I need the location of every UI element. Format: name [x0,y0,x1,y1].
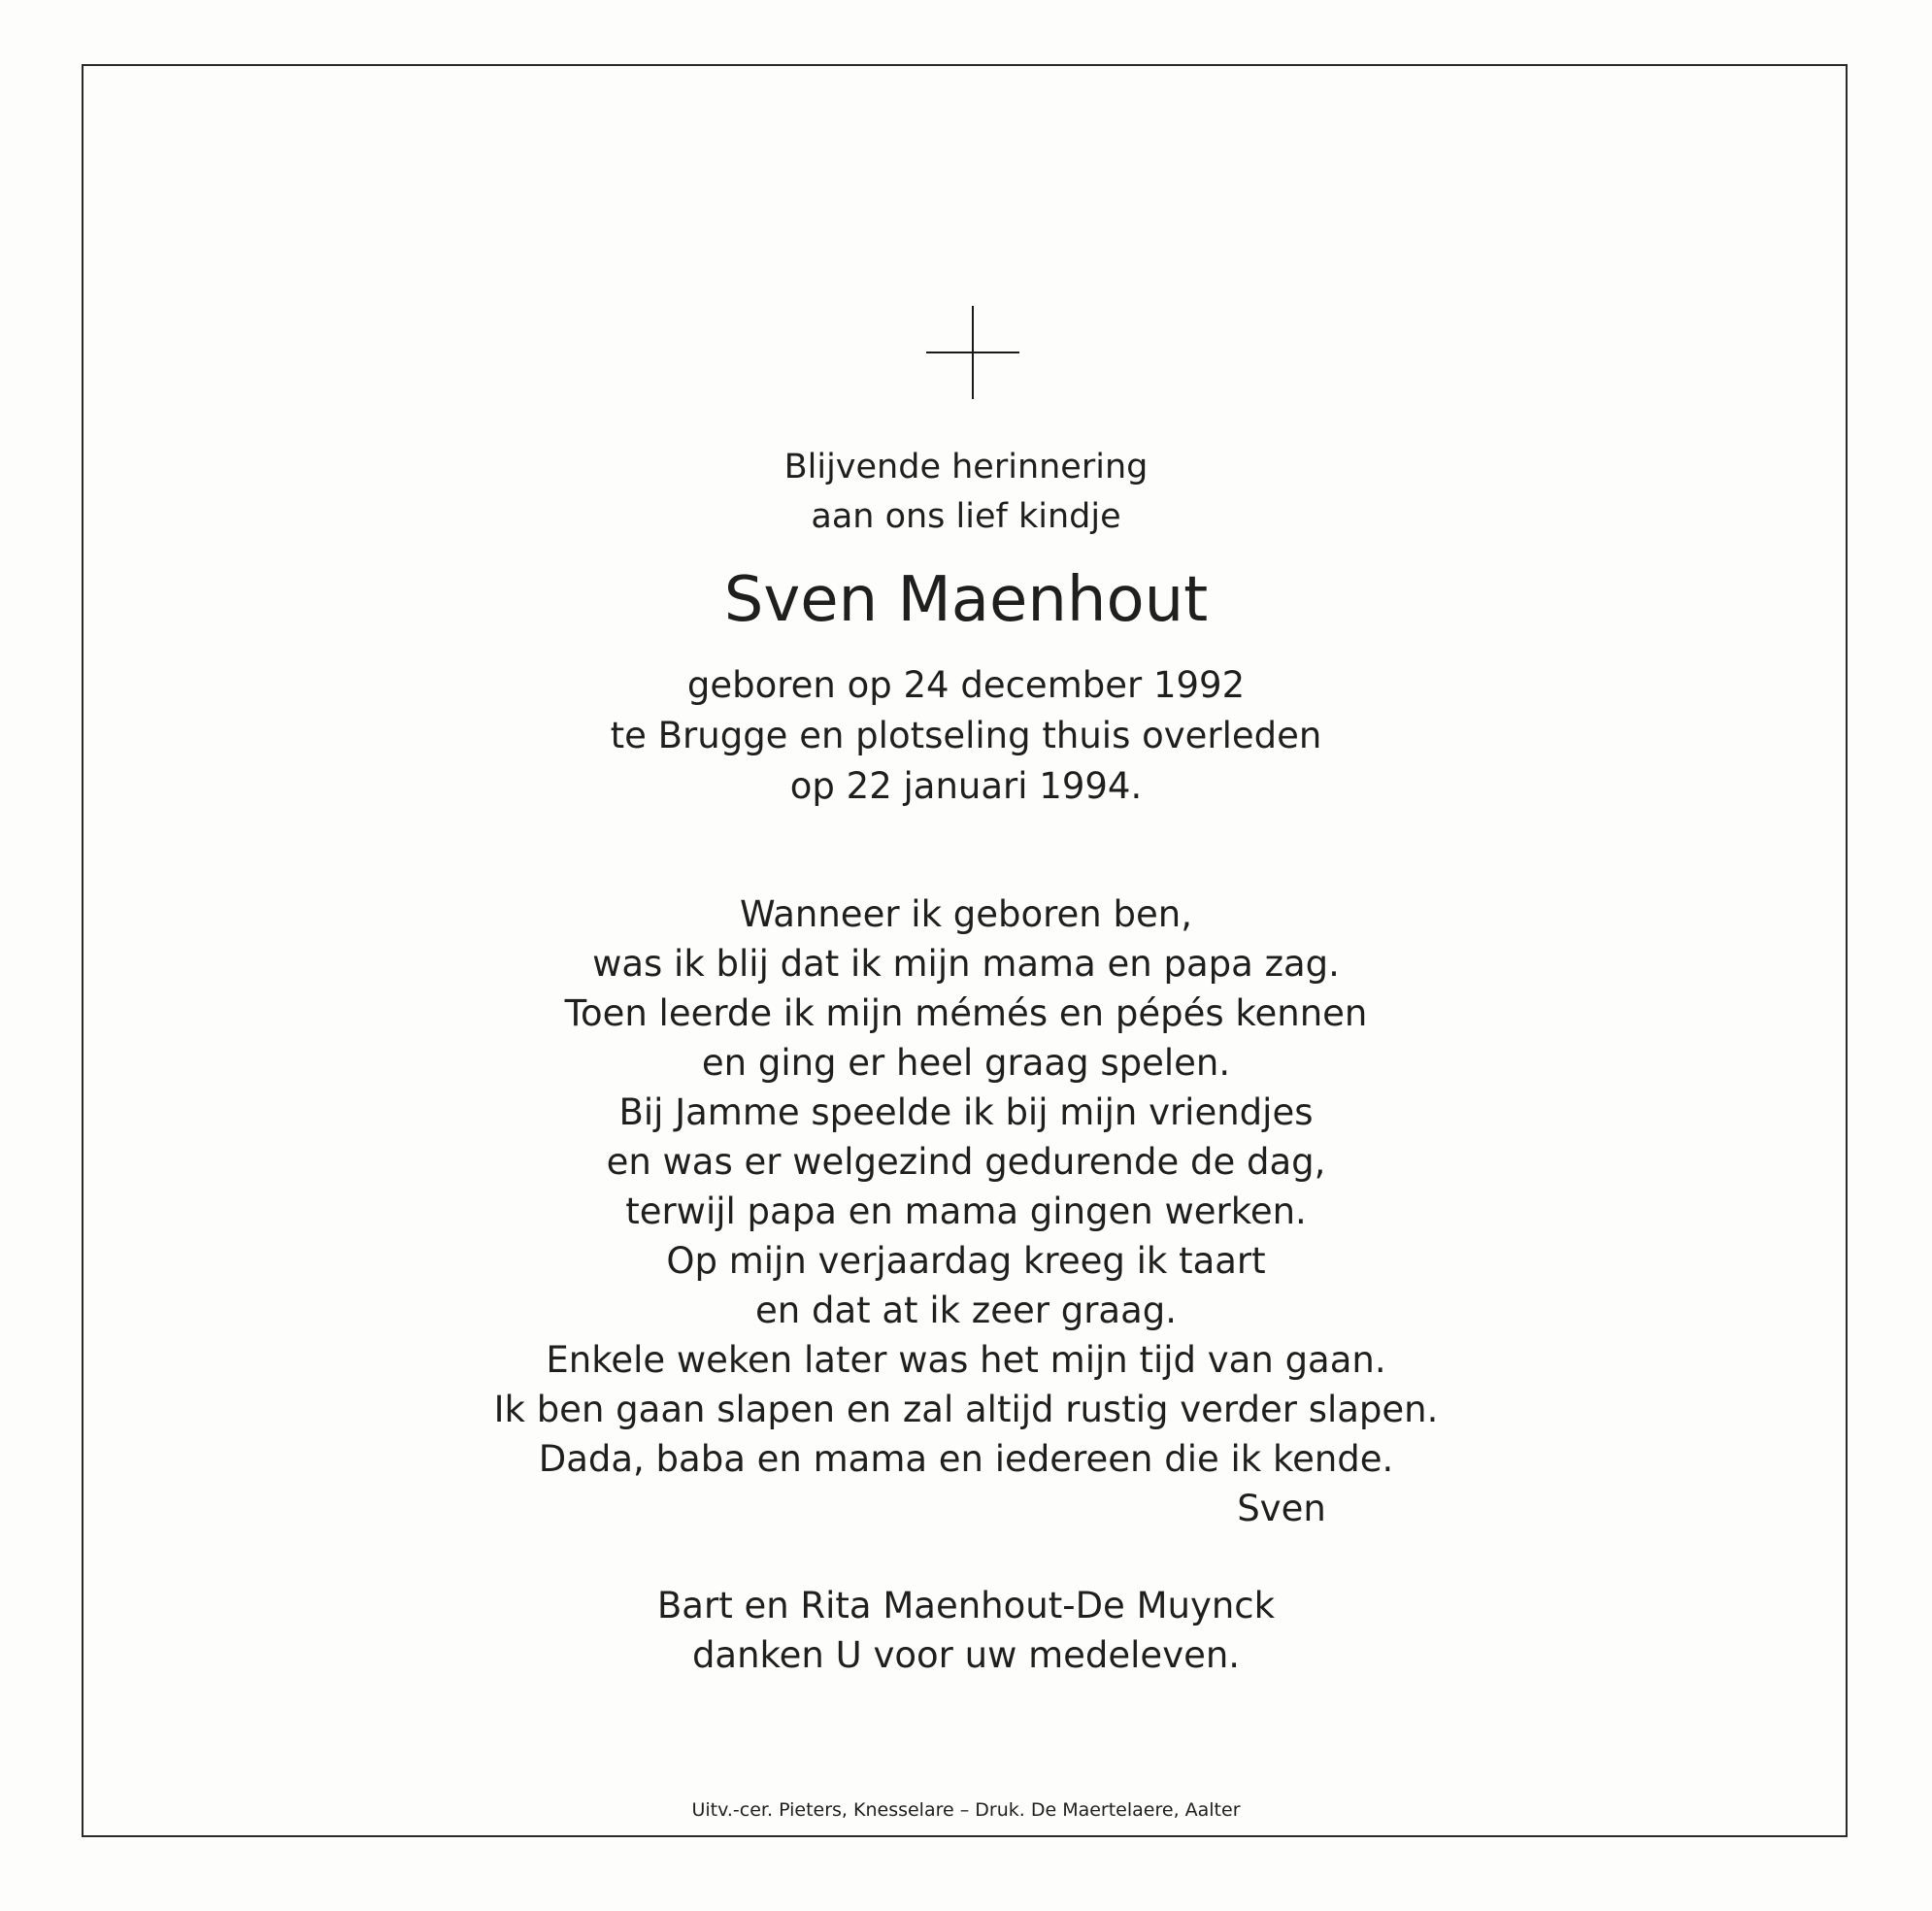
poem-line: Wanneer ik geboren ben, [740,893,1192,935]
poem-signature: Sven [1237,1488,1326,1529]
intro-line: aan ons lief kindje [811,497,1121,536]
poem-line: Op mijn verjaardag kreeg ik taart [666,1240,1266,1282]
poem [0,889,1932,1484]
printer-credit-text: Uitv.-cer. Pieters, Knesselare – Druk. De Maertelaere, Aalter [691,1799,1241,1821]
birth-death-dates [0,660,1932,812]
printer-credit [0,1798,1932,1822]
poem-line: en ging er heel graag spelen. [701,1042,1231,1084]
cross-horizontal-bar [926,352,1019,353]
poem-line: Toen leerde ik mijn mémés en pépés kennen [564,992,1368,1034]
date-line: te Brugge en plotseling thuis overleden [610,715,1322,756]
poem-line: en dat at ik zeer graag. [754,1290,1178,1331]
poem-line: terwijl papa en mama gingen werken. [625,1190,1307,1232]
poem-line: Dada, baba en mama en iedereen die ik kende. [538,1438,1394,1480]
deceased-name [0,561,1932,639]
intro-text [0,443,1932,542]
date-line: geboren op 24 december 1992 [686,664,1246,706]
poem-line: Enkele weken later was het mijn tijd van gaan. [546,1339,1386,1381]
deceased-name-text: Sven Maenhout [723,564,1209,636]
thanks-line: Bart en Rita Maenhout-De Muynck [656,1585,1276,1626]
intro-line: Blijvende herinnering [783,448,1149,486]
family-thanks [0,1581,1932,1680]
date-line: op 22 januari 1994. [789,765,1143,807]
poem-line: Ik ben gaan slapen en zal altijd rustig verder slapen. [493,1389,1439,1430]
poem-line: Bij Jamme speelde ik bij mijn vriendjes [618,1091,1314,1133]
thanks-line: danken U voor uw medeleven. [691,1634,1241,1676]
poem-line: was ik blij dat ik mijn mama en papa zag. [592,943,1340,985]
latin-cross-icon [926,306,1019,399]
poem-line: en was er welgezind gedurende de dag, [606,1141,1326,1183]
